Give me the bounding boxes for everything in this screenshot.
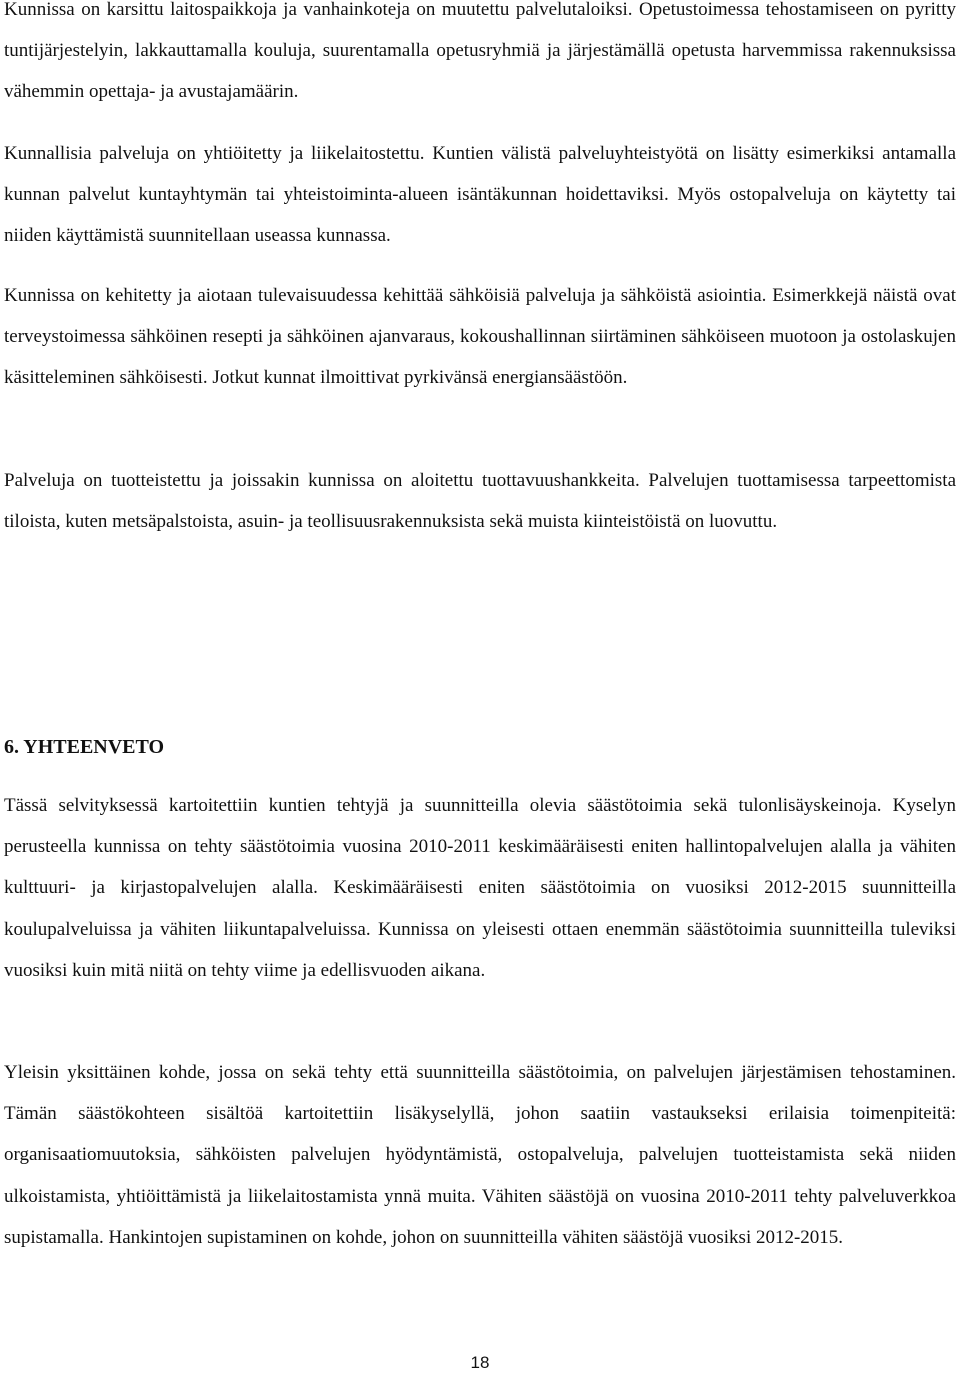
paragraph-summary-overview: Tässä selvityksessä kartoitettiin kuntien tehtyjä ja suunnitteilla olevia säästötoimia sekä tulonlisäyskeinoja. Kyselyn perusteella kunnissa on tehty säästötoimia vuosina 2010-2011 keskimääräisesti eniten hallintopalvelujen alalla ja vähiten kulttuuri- ja kirjastopalvelujen alalla. Keskimääräisesti eniten säästötoimia on vuosiksi 2012-2015 suunnitteilla koulupalveluissa ja vähiten liikuntapalveluissa. Kunnissa on yleisesti ottaen enemmän säästötoimia suunnitteilla tuleviksi vuosiksi kuin mitä niitä on tehty viime ja edellisvuoden aikana. xyxy=(4,795,956,981)
paragraph-incorporation: Kunnallisia palveluja on yhtiöitetty ja liikelaitostettu. Kuntien välistä palveluyhteistyötä on lisätty esimerkiksi antamalla kunnan palvelut kuntayhtymän tai yhteistoiminta-alueen isäntäkunnan hoidettaviksi. Myös ostopalveluja on käytetty tai niiden käyttämistä suunnitellaan useassa kunnassa. xyxy=(4,143,956,247)
paragraph-productization: Palveluja on tuotteistettu ja joissakin kunnissa on aloitettu tuottavuushankkeita. Palvelujen tuottamisessa tarpeettomista tiloista, kuten metsäpalstoista, asuin- ja teollisuusrakennuksista sekä muista kiinteistöistä on luovuttu. xyxy=(4,470,956,533)
page-number: 18 xyxy=(470,1353,490,1372)
section-heading: 6. YHTEENVETO xyxy=(4,736,165,758)
paragraph-summary-targets: Yleisin yksittäinen kohde, jossa on sekä tehty että suunnitteilla säästötoimia, on palvelujen järjestämisen tehostaminen. Tämän säästökohteen sisältöä kartoitettiin lisäkyselyllä, johon saatiin vastaukseksi erilaisia toimenpiteitä: organisaatiomuutoksia, sähköisten palvelujen hyödyntämistä, ostopalveluja, palvelujen tuotteistamista sekä niiden ulkoistamista, yhtiöittämistä ja liikelaitostamista ynnä muita. Vähiten säästöjä on vuosina 2010-2011 tehty palveluverkkoa supistamalla. Hankintojen supistaminen on kohde, johon on suunnitteilla vähiten säästöjä vuosiksi 2012-2015. xyxy=(4,1062,956,1248)
paragraph-electronic-services: Kunnissa on kehitetty ja aiotaan tulevaisuudessa kehittää sähköisiä palveluja ja sähköistä asiointia. Esimerkkejä näistä ovat terveystoimessa sähköinen resepti ja sähköinen ajanvaraus, kokoushallinnan siirtäminen sähköiseen muotoon ja ostolaskujen käsitteleminen sähköisesti. Jotkut kunnat ilmoittivat pyrkivänsä energiansäästöön. xyxy=(4,285,956,389)
paragraph-service-housing: Kunnissa on karsittu laitospaikkoja ja vanhainkoteja on muutettu palvelutaloiksi. Opetustoimessa tehostamiseen on pyritty tuntijärjestelyin, lakkauttamalla kouluja, suurentamalla opetusryhmiä ja järjestämällä opetusta harvemmissa rakennuksissa vähemmin opettaja- ja avustajamäärin. xyxy=(4,0,956,103)
